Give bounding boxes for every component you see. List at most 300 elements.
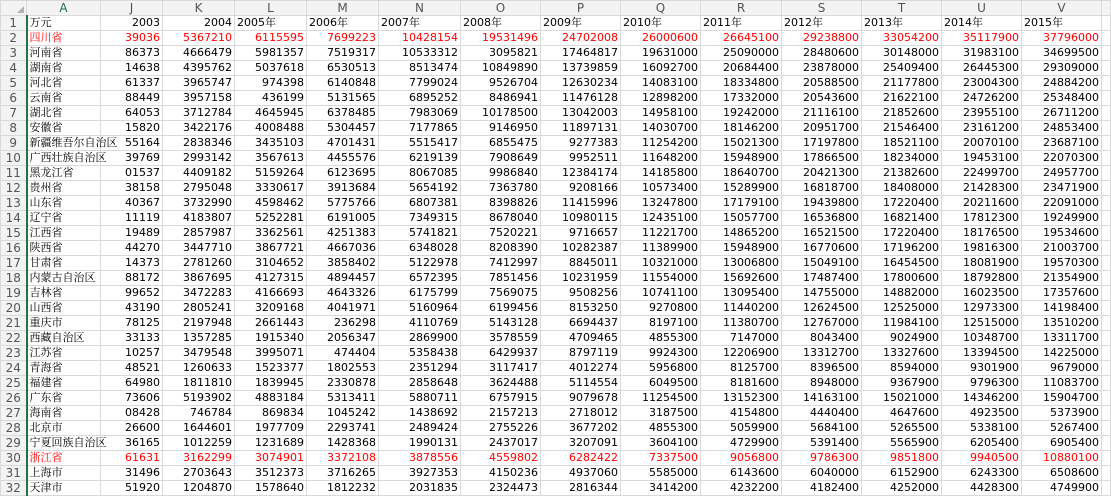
row-header[interactable]: 32 <box>1 481 27 496</box>
value-cell[interactable]: 7147000 <box>701 331 782 346</box>
value-cell[interactable]: 20543600 <box>782 91 862 106</box>
value-cell[interactable]: 1204870 <box>163 481 235 496</box>
value-cell[interactable]: 16818700 <box>782 181 862 196</box>
value-cell[interactable]: 26600 <box>101 421 163 436</box>
value-cell[interactable]: 2816344 <box>541 481 621 496</box>
value-cell[interactable]: 33054200 <box>862 31 942 46</box>
value-cell[interactable]: 2869900 <box>379 331 461 346</box>
value-cell[interactable]: 17332000 <box>701 91 782 106</box>
value-cell[interactable]: 11415996 <box>541 196 621 211</box>
value-cell[interactable]: 3187500 <box>621 406 701 421</box>
value-cell[interactable]: 18146200 <box>701 121 782 136</box>
empty-cell[interactable] <box>1102 91 1111 106</box>
province-name-cell[interactable]: 西藏自治区 <box>27 331 101 346</box>
value-cell[interactable]: 20951700 <box>782 121 862 136</box>
value-cell[interactable]: 5373900 <box>1022 406 1102 421</box>
value-cell[interactable]: 19453100 <box>942 151 1022 166</box>
row-header[interactable]: 22 <box>1 331 27 346</box>
value-cell[interactable]: 31983100 <box>942 46 1022 61</box>
row-header[interactable]: 21 <box>1 316 27 331</box>
value-cell[interactable]: 4883184 <box>235 391 307 406</box>
value-cell[interactable]: 15948900 <box>701 151 782 166</box>
column-header[interactable]: R <box>701 1 782 16</box>
value-cell[interactable]: 13739859 <box>541 61 621 76</box>
value-cell[interactable]: 3074901 <box>235 451 307 466</box>
row-header[interactable]: 31 <box>1 466 27 481</box>
value-cell[interactable]: 35117900 <box>942 31 1022 46</box>
value-cell[interactable]: 4923500 <box>942 406 1022 421</box>
value-cell[interactable]: 3422176 <box>163 121 235 136</box>
value-cell[interactable]: 4183807 <box>163 211 235 226</box>
value-cell[interactable]: 7569075 <box>461 286 541 301</box>
value-cell[interactable]: 15021000 <box>862 391 942 406</box>
value-cell[interactable]: 8153250 <box>541 301 621 316</box>
value-cell[interactable]: 5267400 <box>1022 421 1102 436</box>
value-cell[interactable]: 1802553 <box>307 361 379 376</box>
column-header[interactable]: M <box>307 1 379 16</box>
value-cell[interactable]: 88449 <box>101 91 163 106</box>
value-cell[interactable]: 1012259 <box>163 436 235 451</box>
row-header[interactable]: 27 <box>1 406 27 421</box>
value-cell[interactable]: 15021300 <box>701 136 782 151</box>
row-header[interactable]: 25 <box>1 376 27 391</box>
row-header[interactable]: 10 <box>1 151 27 166</box>
row-header[interactable]: 28 <box>1 421 27 436</box>
value-cell[interactable]: 2993142 <box>163 151 235 166</box>
value-cell[interactable]: 11083700 <box>1022 376 1102 391</box>
column-header[interactable]: K <box>163 1 235 16</box>
value-cell[interactable]: 4855300 <box>621 421 701 436</box>
value-cell[interactable]: 1260633 <box>163 361 235 376</box>
value-cell[interactable]: 1811810 <box>163 376 235 391</box>
value-cell[interactable]: 14638 <box>101 61 163 76</box>
value-cell[interactable]: 8125700 <box>701 361 782 376</box>
value-cell[interactable]: 13152300 <box>701 391 782 406</box>
column-header[interactable]: O <box>461 1 541 16</box>
value-cell[interactable]: 474404 <box>307 346 379 361</box>
value-cell[interactable]: 4251383 <box>307 226 379 241</box>
value-cell[interactable]: 39036 <box>101 31 163 46</box>
value-cell[interactable]: 1523377 <box>235 361 307 376</box>
value-cell[interactable]: 17812300 <box>942 211 1022 226</box>
value-cell[interactable]: 9270800 <box>621 301 701 316</box>
value-cell[interactable]: 8181600 <box>701 376 782 391</box>
value-cell[interactable]: 6205400 <box>942 436 1022 451</box>
value-cell[interactable]: 14198400 <box>1022 301 1102 316</box>
value-cell[interactable]: 33133 <box>101 331 163 346</box>
value-cell[interactable]: 5037618 <box>235 61 307 76</box>
value-cell[interactable]: 10282387 <box>541 241 621 256</box>
row-header[interactable]: 12 <box>1 181 27 196</box>
value-cell[interactable]: 23471900 <box>1022 181 1102 196</box>
value-cell[interactable]: 21116100 <box>782 106 862 121</box>
province-name-cell[interactable]: 江西省 <box>27 226 101 241</box>
province-name-cell[interactable]: 黑龙江省 <box>27 166 101 181</box>
value-cell[interactable]: 3435103 <box>235 136 307 151</box>
value-cell[interactable]: 5265500 <box>862 421 942 436</box>
empty-cell[interactable] <box>1102 346 1111 361</box>
value-cell[interactable]: 1839945 <box>235 376 307 391</box>
value-cell[interactable]: 15904700 <box>1022 391 1102 406</box>
year-header-cell[interactable]: 2015年 <box>1022 16 1102 31</box>
value-cell[interactable]: 14958100 <box>621 106 701 121</box>
value-cell[interactable]: 15820 <box>101 121 163 136</box>
value-cell[interactable]: 9277383 <box>541 136 621 151</box>
value-cell[interactable]: 974398 <box>235 76 307 91</box>
row-header[interactable]: 18 <box>1 271 27 286</box>
value-cell[interactable]: 9508256 <box>541 286 621 301</box>
value-cell[interactable]: 9079678 <box>541 391 621 406</box>
empty-cell[interactable] <box>1102 136 1111 151</box>
value-cell[interactable]: 24702008 <box>541 31 621 46</box>
value-cell[interactable]: 5122978 <box>379 256 461 271</box>
value-cell[interactable]: 12206900 <box>701 346 782 361</box>
value-cell[interactable]: 3095821 <box>461 46 541 61</box>
value-cell[interactable]: 2661443 <box>235 316 307 331</box>
value-cell[interactable]: 9679000 <box>1022 361 1102 376</box>
value-cell[interactable]: 3414200 <box>621 481 701 496</box>
value-cell[interactable]: 23878000 <box>782 61 862 76</box>
province-name-cell[interactable]: 吉林省 <box>27 286 101 301</box>
empty-cell[interactable] <box>1102 361 1111 376</box>
column-header[interactable]: P <box>541 1 621 16</box>
value-cell[interactable]: 64053 <box>101 106 163 121</box>
row-header[interactable]: 19 <box>1 286 27 301</box>
value-cell[interactable]: 4041971 <box>307 301 379 316</box>
value-cell[interactable]: 18792800 <box>942 271 1022 286</box>
value-cell[interactable]: 4110769 <box>379 316 461 331</box>
province-name-cell[interactable]: 山东省 <box>27 196 101 211</box>
value-cell[interactable]: 7349315 <box>379 211 461 226</box>
value-cell[interactable]: 31496 <box>101 466 163 481</box>
value-cell[interactable]: 64980 <box>101 376 163 391</box>
value-cell[interactable]: 5338100 <box>942 421 1022 436</box>
value-cell[interactable]: 12384174 <box>541 166 621 181</box>
value-cell[interactable]: 17487400 <box>782 271 862 286</box>
value-cell[interactable]: 1812232 <box>307 481 379 496</box>
value-cell[interactable]: 10428154 <box>379 31 461 46</box>
row-header[interactable]: 1 <box>1 16 27 31</box>
value-cell[interactable]: 3858402 <box>307 256 379 271</box>
value-cell[interactable]: 61337 <box>101 76 163 91</box>
value-cell[interactable]: 4749900 <box>1022 481 1102 496</box>
value-cell[interactable]: 4855300 <box>621 331 701 346</box>
value-cell[interactable]: 18521100 <box>862 136 942 151</box>
row-header[interactable]: 4 <box>1 61 27 76</box>
value-cell[interactable]: 21622100 <box>862 91 942 106</box>
value-cell[interactable]: 10533312 <box>379 46 461 61</box>
value-cell[interactable]: 9056800 <box>701 451 782 466</box>
value-cell[interactable]: 13006800 <box>701 256 782 271</box>
value-cell[interactable]: 16521500 <box>782 226 862 241</box>
select-all-corner[interactable] <box>1 1 27 16</box>
empty-cell[interactable] <box>1102 46 1111 61</box>
province-name-cell[interactable]: 河北省 <box>27 76 101 91</box>
value-cell[interactable]: 2157213 <box>461 406 541 421</box>
empty-cell[interactable] <box>1102 301 1111 316</box>
value-cell[interactable]: 11119 <box>101 211 163 226</box>
value-cell[interactable]: 6530513 <box>307 61 379 76</box>
value-cell[interactable]: 10257 <box>101 346 163 361</box>
value-cell[interactable]: 3995071 <box>235 346 307 361</box>
value-cell[interactable]: 6429937 <box>461 346 541 361</box>
value-cell[interactable]: 11897131 <box>541 121 621 136</box>
value-cell[interactable]: 6049500 <box>621 376 701 391</box>
value-cell[interactable]: 3447710 <box>163 241 235 256</box>
value-cell[interactable]: 5775766 <box>307 196 379 211</box>
value-cell[interactable]: 5367210 <box>163 31 235 46</box>
value-cell[interactable]: 22091000 <box>1022 196 1102 211</box>
value-cell[interactable]: 4666479 <box>163 46 235 61</box>
row-header[interactable]: 20 <box>1 301 27 316</box>
value-cell[interactable]: 19489 <box>101 226 163 241</box>
province-name-cell[interactable]: 山西省 <box>27 301 101 316</box>
value-cell[interactable]: 13247800 <box>621 196 701 211</box>
value-cell[interactable]: 2795048 <box>163 181 235 196</box>
value-cell[interactable]: 43190 <box>101 301 163 316</box>
year-header-cell[interactable]: 2008年 <box>461 16 541 31</box>
row-header[interactable]: 14 <box>1 211 27 226</box>
value-cell[interactable]: 1915340 <box>235 331 307 346</box>
value-cell[interactable]: 5741821 <box>379 226 461 241</box>
value-cell[interactable]: 3472283 <box>163 286 235 301</box>
province-name-cell[interactable]: 重庆市 <box>27 316 101 331</box>
year-header-cell[interactable]: 2005年 <box>235 16 307 31</box>
value-cell[interactable]: 4701431 <box>307 136 379 151</box>
value-cell[interactable]: 13394500 <box>942 346 1022 361</box>
value-cell[interactable]: 19570300 <box>1022 256 1102 271</box>
empty-cell[interactable] <box>1102 106 1111 121</box>
value-cell[interactable]: 13327600 <box>862 346 942 361</box>
value-cell[interactable]: 21382600 <box>862 166 942 181</box>
empty-cell[interactable] <box>1102 406 1111 421</box>
value-cell[interactable]: 6348028 <box>379 241 461 256</box>
row-header[interactable]: 2 <box>1 31 27 46</box>
value-cell[interactable]: 4166693 <box>235 286 307 301</box>
column-header[interactable]: L <box>235 1 307 16</box>
value-cell[interactable]: 25348400 <box>1022 91 1102 106</box>
province-name-cell[interactable]: 河南省 <box>27 46 101 61</box>
empty-cell[interactable] <box>1102 331 1111 346</box>
value-cell[interactable]: 5585000 <box>621 466 701 481</box>
value-cell[interactable]: 16770600 <box>782 241 862 256</box>
row-header[interactable]: 29 <box>1 436 27 451</box>
value-cell[interactable]: 34699500 <box>1022 46 1102 61</box>
value-cell[interactable]: 2781260 <box>163 256 235 271</box>
row-header[interactable]: 17 <box>1 256 27 271</box>
value-cell[interactable]: 3162299 <box>163 451 235 466</box>
province-name-cell[interactable]: 湖南省 <box>27 61 101 76</box>
value-cell[interactable]: 4709465 <box>541 331 621 346</box>
value-cell[interactable]: 4012274 <box>541 361 621 376</box>
row-header[interactable]: 7 <box>1 106 27 121</box>
value-cell[interactable]: 5131565 <box>307 91 379 106</box>
province-name-cell[interactable]: 新疆维吾尔自治区 <box>27 136 101 151</box>
value-cell[interactable]: 3372108 <box>307 451 379 466</box>
value-cell[interactable]: 17866500 <box>782 151 862 166</box>
value-cell[interactable]: 16454500 <box>862 256 942 271</box>
value-cell[interactable]: 8594000 <box>862 361 942 376</box>
value-cell[interactable]: 2031835 <box>379 481 461 496</box>
value-cell[interactable]: 23687100 <box>1022 136 1102 151</box>
value-cell[interactable]: 21003700 <box>1022 241 1102 256</box>
value-cell[interactable]: 5059900 <box>701 421 782 436</box>
value-cell[interactable]: 17464817 <box>541 46 621 61</box>
value-cell[interactable]: 3604100 <box>621 436 701 451</box>
value-cell[interactable]: 2489424 <box>379 421 461 436</box>
empty-cell[interactable] <box>1102 481 1111 496</box>
value-cell[interactable]: 4645945 <box>235 106 307 121</box>
value-cell[interactable]: 73606 <box>101 391 163 406</box>
value-cell[interactable]: 21852600 <box>862 106 942 121</box>
year-header-cell[interactable]: 2009年 <box>541 16 621 31</box>
value-cell[interactable]: 5565900 <box>862 436 942 451</box>
row-header[interactable]: 3 <box>1 46 27 61</box>
value-cell[interactable]: 12435100 <box>621 211 701 226</box>
value-cell[interactable]: 3957158 <box>163 91 235 106</box>
column-header[interactable]: T <box>862 1 942 16</box>
value-cell[interactable]: 12767000 <box>782 316 862 331</box>
column-header[interactable]: A <box>27 1 101 16</box>
row-header[interactable]: 6 <box>1 91 27 106</box>
value-cell[interactable]: 3512373 <box>235 466 307 481</box>
province-name-cell[interactable]: 甘肃省 <box>27 256 101 271</box>
value-cell[interactable]: 9024900 <box>862 331 942 346</box>
value-cell[interactable]: 3927353 <box>379 466 461 481</box>
value-cell[interactable]: 19439800 <box>782 196 862 211</box>
value-cell[interactable]: 19249900 <box>1022 211 1102 226</box>
value-cell[interactable]: 12630234 <box>541 76 621 91</box>
unit-label-cell[interactable]: 万元 <box>27 16 101 31</box>
value-cell[interactable]: 2351294 <box>379 361 461 376</box>
value-cell[interactable]: 25409400 <box>862 61 942 76</box>
value-cell[interactable]: 9208166 <box>541 181 621 196</box>
value-cell[interactable]: 8486941 <box>461 91 541 106</box>
value-cell[interactable]: 11476128 <box>541 91 621 106</box>
value-cell[interactable]: 8396500 <box>782 361 862 376</box>
value-cell[interactable]: 55164 <box>101 136 163 151</box>
value-cell[interactable]: 37796000 <box>1022 31 1102 46</box>
value-cell[interactable]: 6152900 <box>862 466 942 481</box>
province-name-cell[interactable]: 内蒙古自治区 <box>27 271 101 286</box>
value-cell[interactable]: 23004300 <box>942 76 1022 91</box>
value-cell[interactable]: 39769 <box>101 151 163 166</box>
value-cell[interactable]: 9301900 <box>942 361 1022 376</box>
value-cell[interactable]: 8067085 <box>379 166 461 181</box>
value-cell[interactable]: 7851456 <box>461 271 541 286</box>
value-cell[interactable]: 12525000 <box>862 301 942 316</box>
province-name-cell[interactable]: 云南省 <box>27 91 101 106</box>
province-name-cell[interactable]: 上海市 <box>27 466 101 481</box>
empty-cell[interactable] <box>1102 421 1111 436</box>
province-name-cell[interactable]: 福建省 <box>27 376 101 391</box>
value-cell[interactable]: 8043400 <box>782 331 862 346</box>
row-header[interactable]: 24 <box>1 361 27 376</box>
value-cell[interactable]: 2838346 <box>163 136 235 151</box>
value-cell[interactable]: 6807381 <box>379 196 461 211</box>
value-cell[interactable]: 4232200 <box>701 481 782 496</box>
value-cell[interactable]: 6282422 <box>541 451 621 466</box>
value-cell[interactable]: 5654192 <box>379 181 461 196</box>
value-cell[interactable]: 15049100 <box>782 256 862 271</box>
value-cell[interactable]: 11984100 <box>862 316 942 331</box>
value-cell[interactable]: 6243300 <box>942 466 1022 481</box>
value-cell[interactable]: 6508600 <box>1022 466 1102 481</box>
value-cell[interactable]: 36165 <box>101 436 163 451</box>
value-cell[interactable]: 20211600 <box>942 196 1022 211</box>
value-cell[interactable]: 10178500 <box>461 106 541 121</box>
row-header[interactable]: 8 <box>1 121 27 136</box>
value-cell[interactable]: 3965747 <box>163 76 235 91</box>
value-cell[interactable]: 3867721 <box>235 241 307 256</box>
value-cell[interactable]: 23161200 <box>942 121 1022 136</box>
empty-cell[interactable] <box>1102 436 1111 451</box>
value-cell[interactable]: 26445300 <box>942 61 1022 76</box>
value-cell[interactable]: 6757915 <box>461 391 541 406</box>
value-cell[interactable]: 5956800 <box>621 361 701 376</box>
value-cell[interactable]: 9146950 <box>461 121 541 136</box>
value-cell[interactable]: 5252281 <box>235 211 307 226</box>
empty-cell[interactable] <box>1102 226 1111 241</box>
value-cell[interactable]: 86373 <box>101 46 163 61</box>
value-cell[interactable]: 11648200 <box>621 151 701 166</box>
value-cell[interactable]: 10573400 <box>621 181 701 196</box>
value-cell[interactable]: 2437017 <box>461 436 541 451</box>
value-cell[interactable]: 1644601 <box>163 421 235 436</box>
value-cell[interactable]: 2324473 <box>461 481 541 496</box>
value-cell[interactable]: 6572395 <box>379 271 461 286</box>
value-cell[interactable]: 6123695 <box>307 166 379 181</box>
column-header[interactable]: U <box>942 1 1022 16</box>
value-cell[interactable]: 2805241 <box>163 301 235 316</box>
value-cell[interactable]: 2330878 <box>307 376 379 391</box>
value-cell[interactable]: 17220400 <box>862 226 942 241</box>
value-cell[interactable]: 3207091 <box>541 436 621 451</box>
value-cell[interactable]: 15692600 <box>701 271 782 286</box>
value-cell[interactable]: 2197948 <box>163 316 235 331</box>
value-cell[interactable]: 3117417 <box>461 361 541 376</box>
value-cell[interactable]: 14185800 <box>621 166 701 181</box>
value-cell[interactable]: 6040000 <box>782 466 862 481</box>
value-cell[interactable]: 4598462 <box>235 196 307 211</box>
value-cell[interactable]: 18640700 <box>701 166 782 181</box>
value-cell[interactable]: 14882000 <box>862 286 942 301</box>
value-cell[interactable]: 21354900 <box>1022 271 1102 286</box>
value-cell[interactable]: 3479548 <box>163 346 235 361</box>
year-header-cell[interactable]: 2006年 <box>307 16 379 31</box>
empty-cell[interactable] <box>1102 121 1111 136</box>
value-cell[interactable]: 40367 <box>101 196 163 211</box>
value-cell[interactable]: 18334800 <box>701 76 782 91</box>
value-cell[interactable]: 1438692 <box>379 406 461 421</box>
value-cell[interactable]: 7337500 <box>621 451 701 466</box>
empty-cell[interactable] <box>1102 61 1111 76</box>
value-cell[interactable]: 7519317 <box>307 46 379 61</box>
value-cell[interactable]: 20070100 <box>942 136 1022 151</box>
value-cell[interactable]: 24957700 <box>1022 166 1102 181</box>
value-cell[interactable]: 17196200 <box>862 241 942 256</box>
province-name-cell[interactable]: 青海省 <box>27 361 101 376</box>
value-cell[interactable]: 10849890 <box>461 61 541 76</box>
value-cell[interactable]: 14755000 <box>782 286 862 301</box>
value-cell[interactable]: 17197800 <box>782 136 862 151</box>
empty-cell[interactable] <box>1102 451 1111 466</box>
empty-cell[interactable] <box>1102 376 1111 391</box>
empty-cell[interactable] <box>1102 166 1111 181</box>
value-cell[interactable]: 10980115 <box>541 211 621 226</box>
value-cell[interactable]: 3867695 <box>163 271 235 286</box>
value-cell[interactable]: 29309000 <box>1022 61 1102 76</box>
